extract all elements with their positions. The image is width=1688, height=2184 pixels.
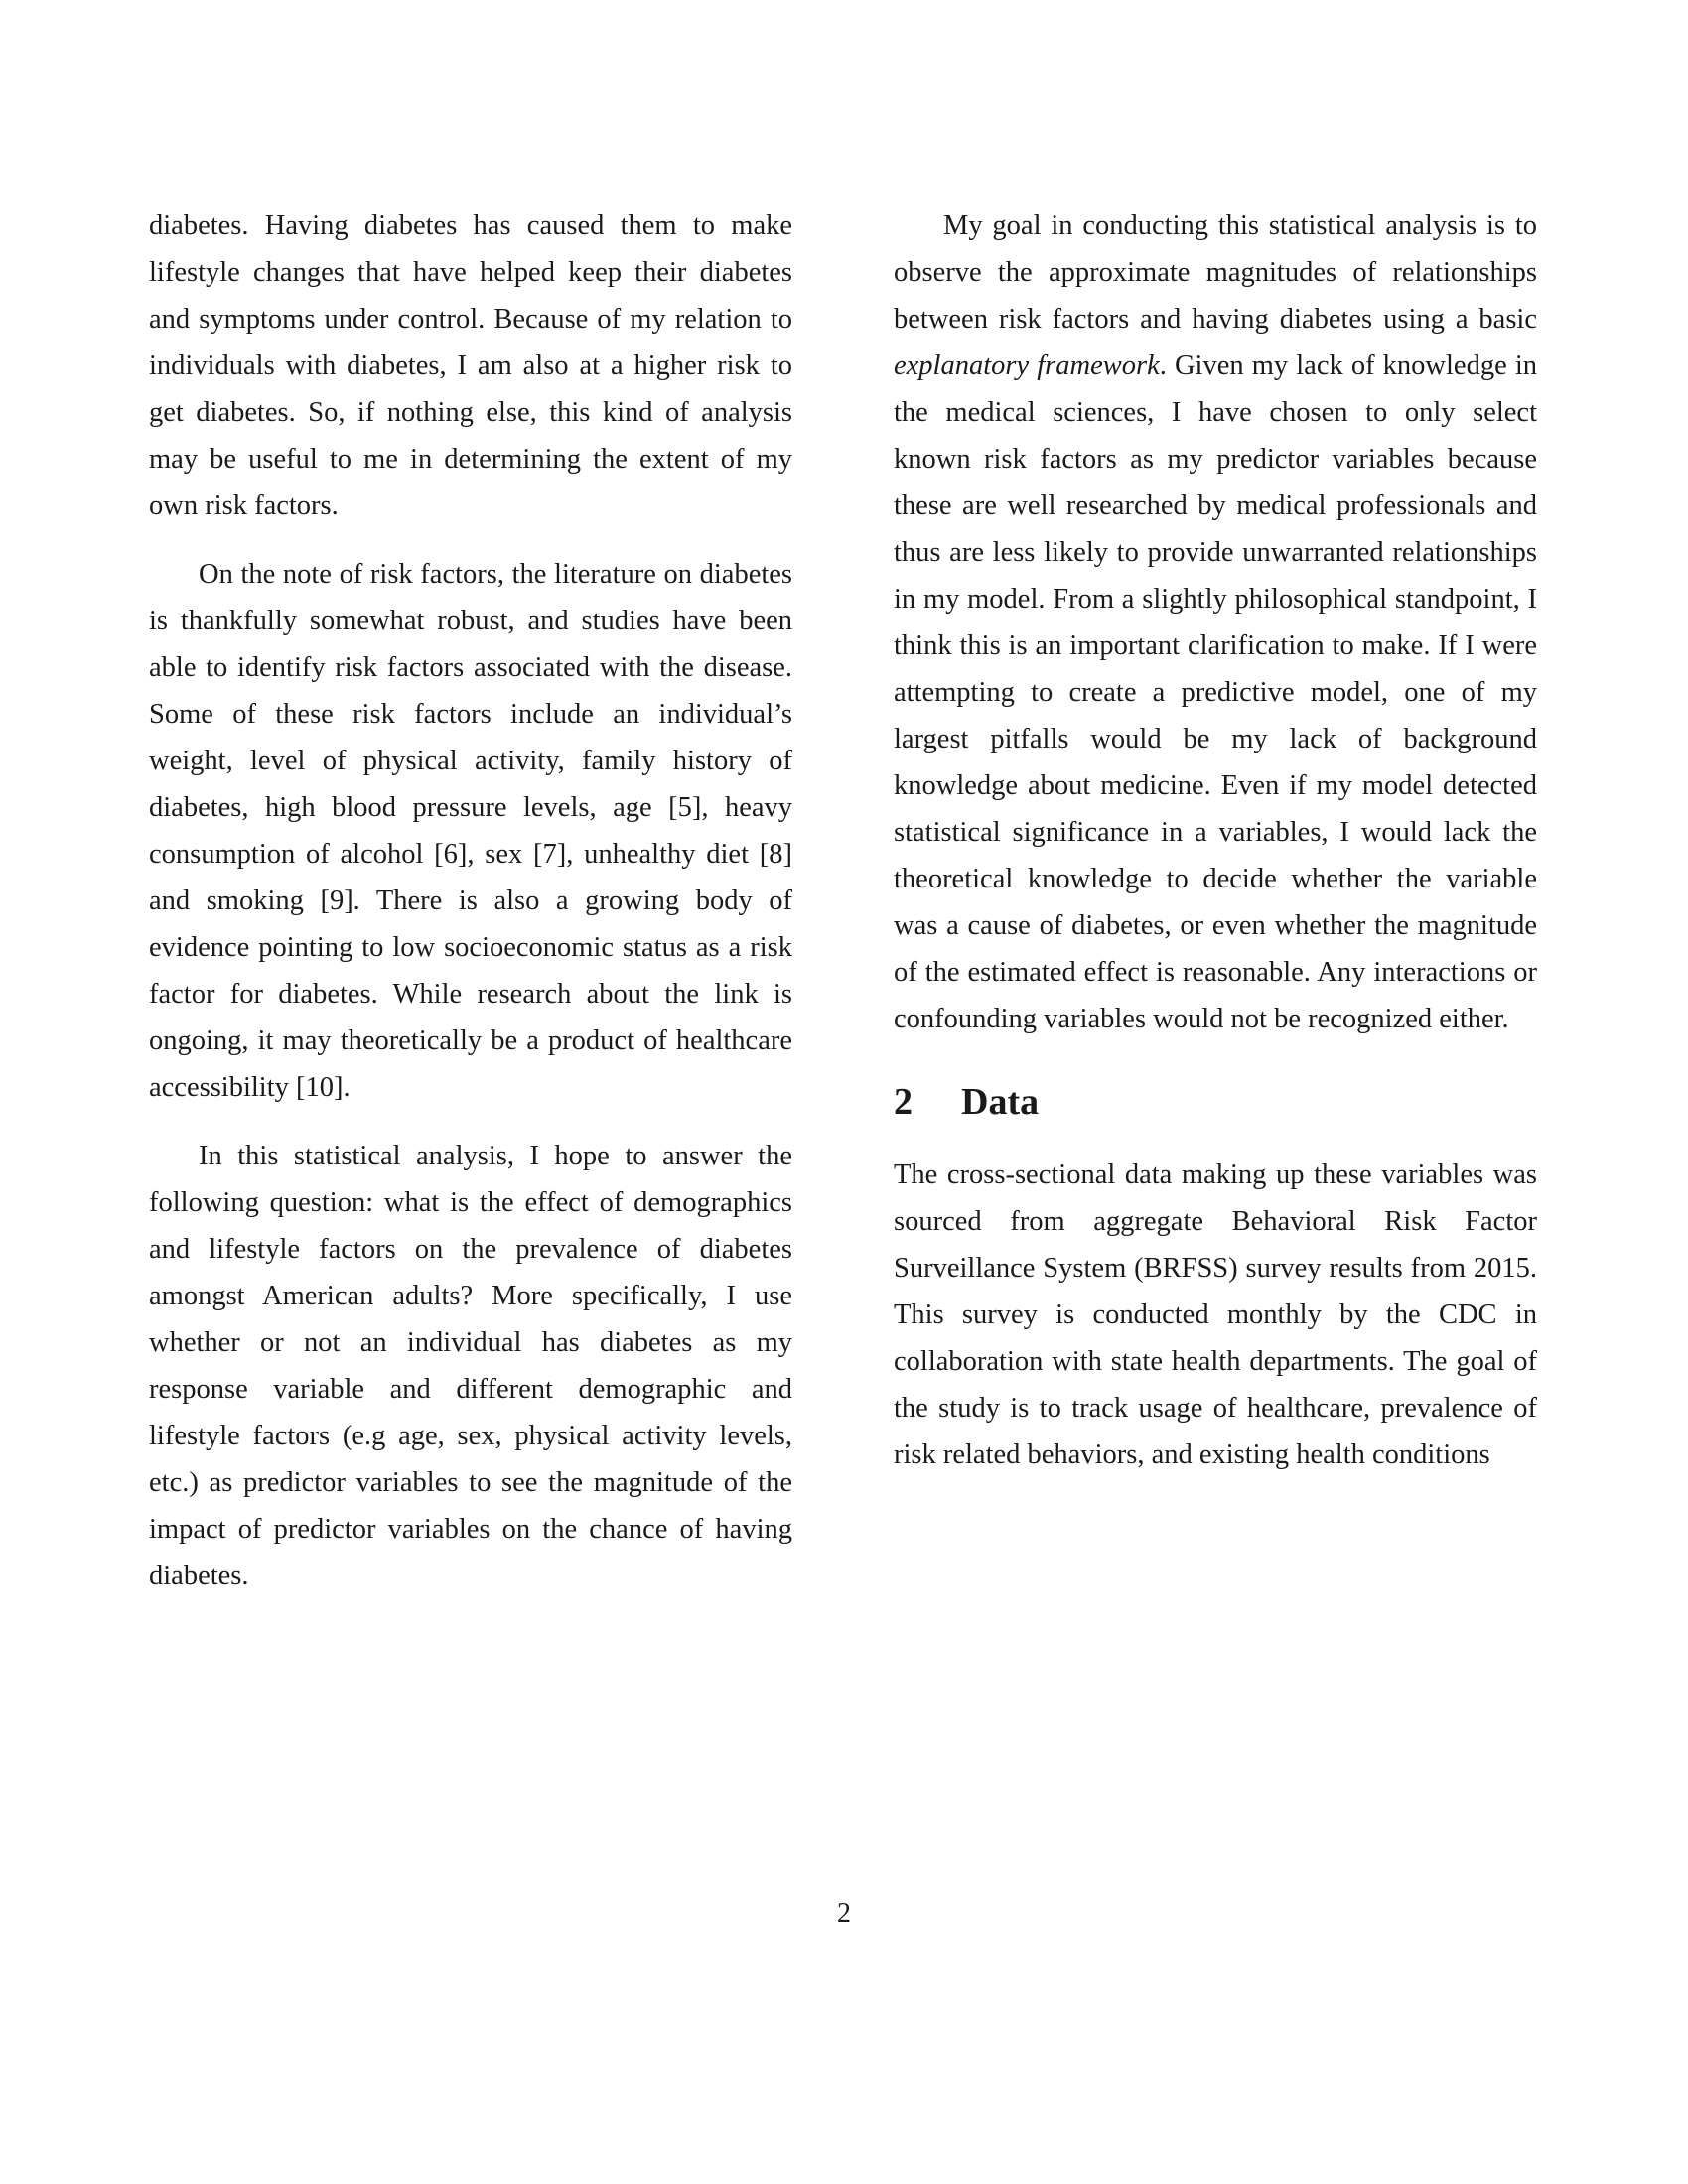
section-number: 2: [894, 1081, 913, 1123]
paragraph-family-context: diabetes. Having diabetes has caused them to make lifestyle changes that have helped keep their diabetes and symptoms under control. Because of my relation to individuals with diabetes, I am also at a higher risk to get diabetes. So, if nothing else, this kind of analysis may be useful to me in determining the extent of my own risk factors.: [149, 210, 792, 521]
left-column: [149, 203, 792, 1621]
paragraph-research-question: In this statistical analysis, I hope to answer the following question: what is the effect of demographics and lifestyle factors on the prevalence of diabetes amongst American adults? More specifically, I use whether or not an individual has diabetes as my response variable and different demographic and lifestyle factors (e.g age, sex, physical activity levels, etc.) as predictor variables to see the magnitude of the impact of predictor variables on the chance of having diabetes.: [149, 1141, 792, 1591]
paragraph-analysis-goal: [894, 203, 1537, 1042]
goal-text-before: My goal in conducting this statistical analysis is to observe the approximate magnitudes of relationships between risk factors and having diabetes using a basic: [894, 210, 1537, 335]
paragraph-data-source: The cross-sectional data making up these variables was sourced from aggregate Behavioral Risk Factor Surveillance System (BRFSS) survey results from 2015. This survey is conducted monthly by the CDC in collaboration with state health departments. The goal of the study is to track usage of healthcare, prevalence of risk related behaviors, and existing health conditions: [894, 1160, 1537, 1470]
section-title: Data: [961, 1081, 1040, 1123]
paragraph-risk-factors: On the note of risk factors, the literature on diabetes is thankfully somewhat robust, and studies have been able to identify risk factors associated with the disease. Some of these risk factors include an individual’s weight, level of physical activity, family history of diabetes, high blood pressure levels, age [5], heavy consumption of alcohol [6], sex [7], unhealthy diet [8] and smoking [9]. There is also a growing body of evidence pointing to low socioeconomic status as a risk factor for diabetes. While research about the link is ongoing, it may theoretically be a product of healthcare accessibility [10].: [149, 559, 792, 1103]
section-heading-data: [894, 1080, 1537, 1124]
right-column: [894, 203, 1537, 1500]
goal-text-after: . Given my lack of knowledge in the medical sciences, I have chosen to only select known risk factors as my predictor variables because these are well researched by medical professionals and thus are less likely to provide unwarranted relationships in my model. From a slightly philosophical standpoint, I think this is an important clarification to make. If I were attempting to create a predictive model, one of my largest pitfalls would be my lack of background knowledge about medicine. Even if my model detected statistical significance in a variables, I would lack the theoretical knowledge to decide whether the variable was a cause of diabetes, or even whether the magnitude of the estimated effect is reasonable. Any interactions or confounding variables would not be recognized either.: [894, 350, 1537, 1034]
emphasis-explanatory-framework: explanatory framework: [894, 350, 1160, 381]
page-number: 2: [837, 1898, 851, 1929]
